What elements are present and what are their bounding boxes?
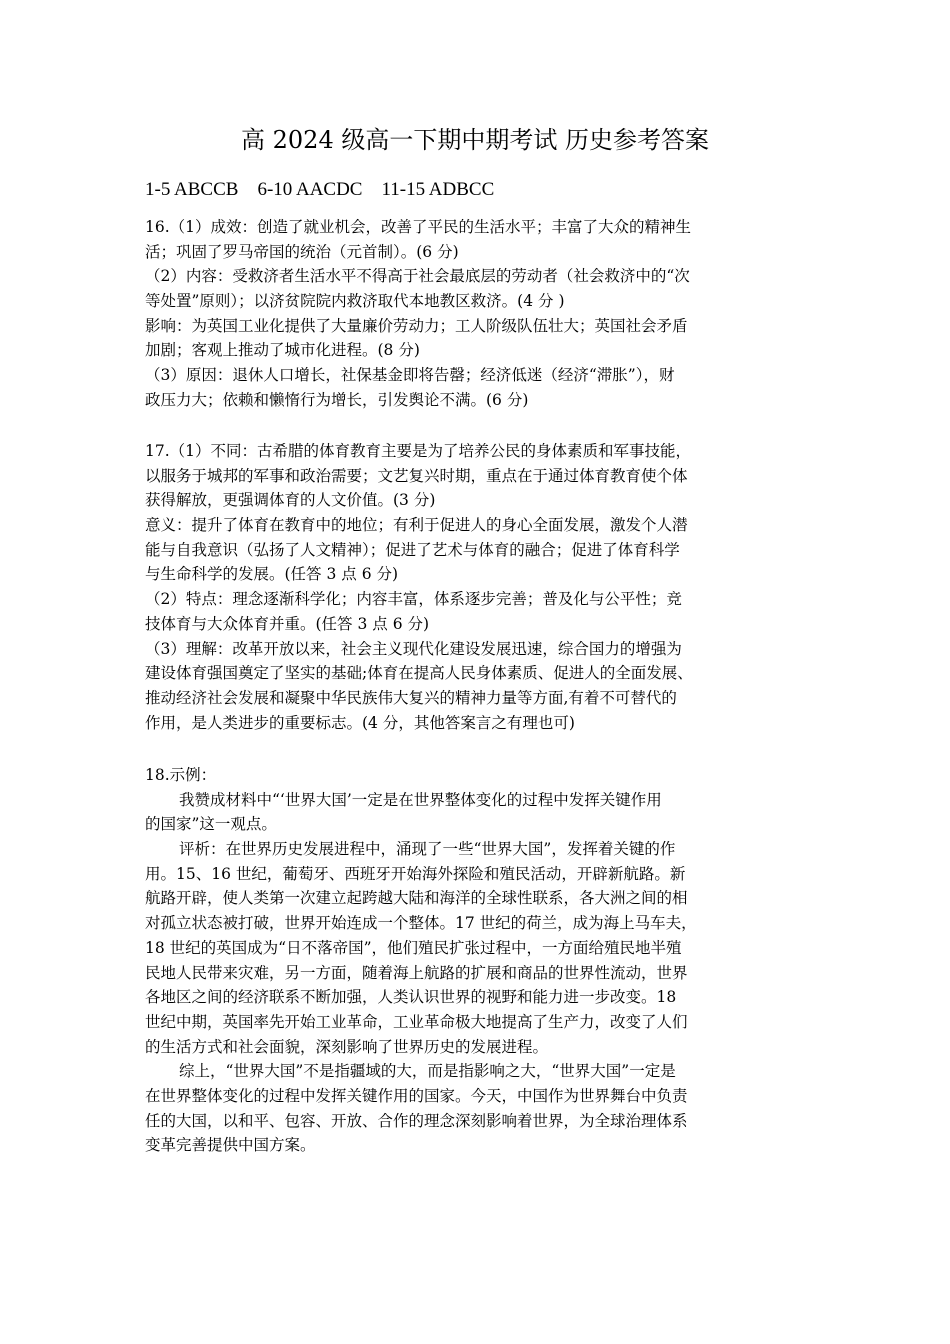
q18-line: 评析：在世界历史发展进程中，涌现了一些“世界大国”，发挥着关键的作	[179, 840, 676, 859]
q18-line: 18 世纪的英国成为“日不落帝国”，他们殖民扩张过程中，一方面给殖民地半殖	[145, 938, 682, 957]
q16-line: 等处置”原则）；以济贫院院内救济取代本地教区救济。(4 分 )	[145, 292, 565, 311]
q18-line: 各地区之间的经济联系不断加强，人类认识世界的视野和能力进一步改变。18	[145, 988, 677, 1007]
q16-line: 16.（1）成效：创造了就业机会，改善了平民的生活水平；丰富了大众的精神生	[145, 218, 692, 236]
q18-line: 航路开辟，使人类第一次建立起跨越大陆和海洋的全球性联系，各大洲之间的相	[145, 889, 688, 908]
q16-line: 活；巩固了罗马帝国的统治（元首制）。(6 分)	[145, 242, 459, 261]
question-16-answer	[145, 215, 805, 413]
q18-line: 世纪中期，英国率先开始工业革命，工业革命极大地提高了生产力，改变了人们	[145, 1012, 688, 1031]
q17-line: 意义：提升了体育在教育中的地位；有利于促进人的身心全面发展，激发个人潜	[145, 516, 688, 535]
q16-line: （3）原因：退休人口增长，社保基金即将告罄；经济低迷（经济“滞胀”），财	[145, 366, 675, 385]
q17-line: 建设体育强国奠定了坚实的基础;体育在提高人民身体素质、促进人的全面发展、	[145, 664, 693, 683]
q18-line: 任的大国，以和平、包容、开放、合作的理念深刻影响着世界，为全球治理体系	[145, 1111, 688, 1130]
q17-line: 作用，是人类进步的重要标志。(4 分，其他答案言之有理也可)	[145, 713, 575, 732]
q18-line: 变革完善提供中国方案。	[145, 1136, 316, 1155]
q17-line: 获得解放，更强调体育的人文价值。(3 分)	[145, 491, 436, 510]
q18-line: 民地人民带来灾难，另一方面，随着海上航路的扩展和商品的世界性流动，世界	[145, 963, 688, 982]
q17-line: 与生命科学的发展。(任答 3 点 6 分)	[145, 565, 399, 584]
q17-line: 能与自我意识（弘扬了人文精神）；促进了艺术与体育的融合；促进了体育科学	[145, 540, 680, 559]
question-18-answer	[145, 763, 805, 1158]
q17-line: 以服务于城邦的军事和政治需要；文艺复兴时期，重点在于通过体育教育使个体	[145, 466, 688, 485]
q18-line: 综上，“世界大国”不是指疆域的大，而是指影响之大，“世界大国”一定是	[179, 1062, 676, 1081]
q18-line: 用。15、16 世纪，葡萄牙、西班牙开始海外探险和殖民活动，开辟新航路。新	[145, 864, 686, 883]
q17-line: 技体育与大众体育并重。(任答 3 点 6 分)	[145, 614, 430, 633]
q18-line: 在世界整体变化的过程中发挥关键作用的国家。今天，中国作为世界舞台中负责	[145, 1086, 688, 1105]
q16-line: 加剧；客观上推动了城市化进程。(8 分)	[145, 341, 420, 360]
q16-line: 政压力大；依赖和懒惰行为增长，引发舆论不满。(6 分)	[145, 390, 529, 409]
q17-line: 推动经济社会发展和凝聚中华民族伟大复兴的精神力量等方面,有着不可替代的	[145, 688, 677, 707]
q18-line: 的生活方式和社会面貌，深刻影响了世界历史的发展进程。	[145, 1037, 549, 1056]
q18-line: 对孤立状态被打破，世界开始连成一个整体。17 世纪的荷兰，成为海上马车夫，	[145, 914, 697, 933]
q18-line: 的国家”这一观点。	[145, 815, 277, 834]
q16-line: （2）内容：受救济者生活水平不得高于社会最底层的劳动者（社会救济中的“次	[145, 267, 690, 286]
q17-line: 17.（1）不同：古希腊的体育教育主要是为了培养公民的身体素质和军事技能，	[145, 442, 692, 460]
q17-line: （2）特点：理念逐渐科学化；内容丰富，体系逐步完善；普及化与公平性；竞	[145, 590, 682, 609]
q18-heading: 18.示例：	[145, 766, 217, 784]
q16-line: 影响：为英国工业化提供了大量廉价劳动力；工人阶级队伍壮大；英国社会矛盾	[145, 316, 688, 335]
document-title: 高 2024 级高一下期中期考试 历史参考答案	[241, 126, 709, 154]
question-17-answer	[145, 439, 805, 735]
multiple-choice-answers: 1-5 ABCCB 6-10 AACDC 11-15 ADBCC	[145, 179, 495, 200]
q17-line: （3）理解：改革开放以来，社会主义现代化建设发展迅速，综合国力的增强为	[145, 639, 682, 658]
q18-line: 我赞成材料中“‘世界大国’一定是在世界整体变化的过程中发挥关键作用	[179, 790, 662, 809]
